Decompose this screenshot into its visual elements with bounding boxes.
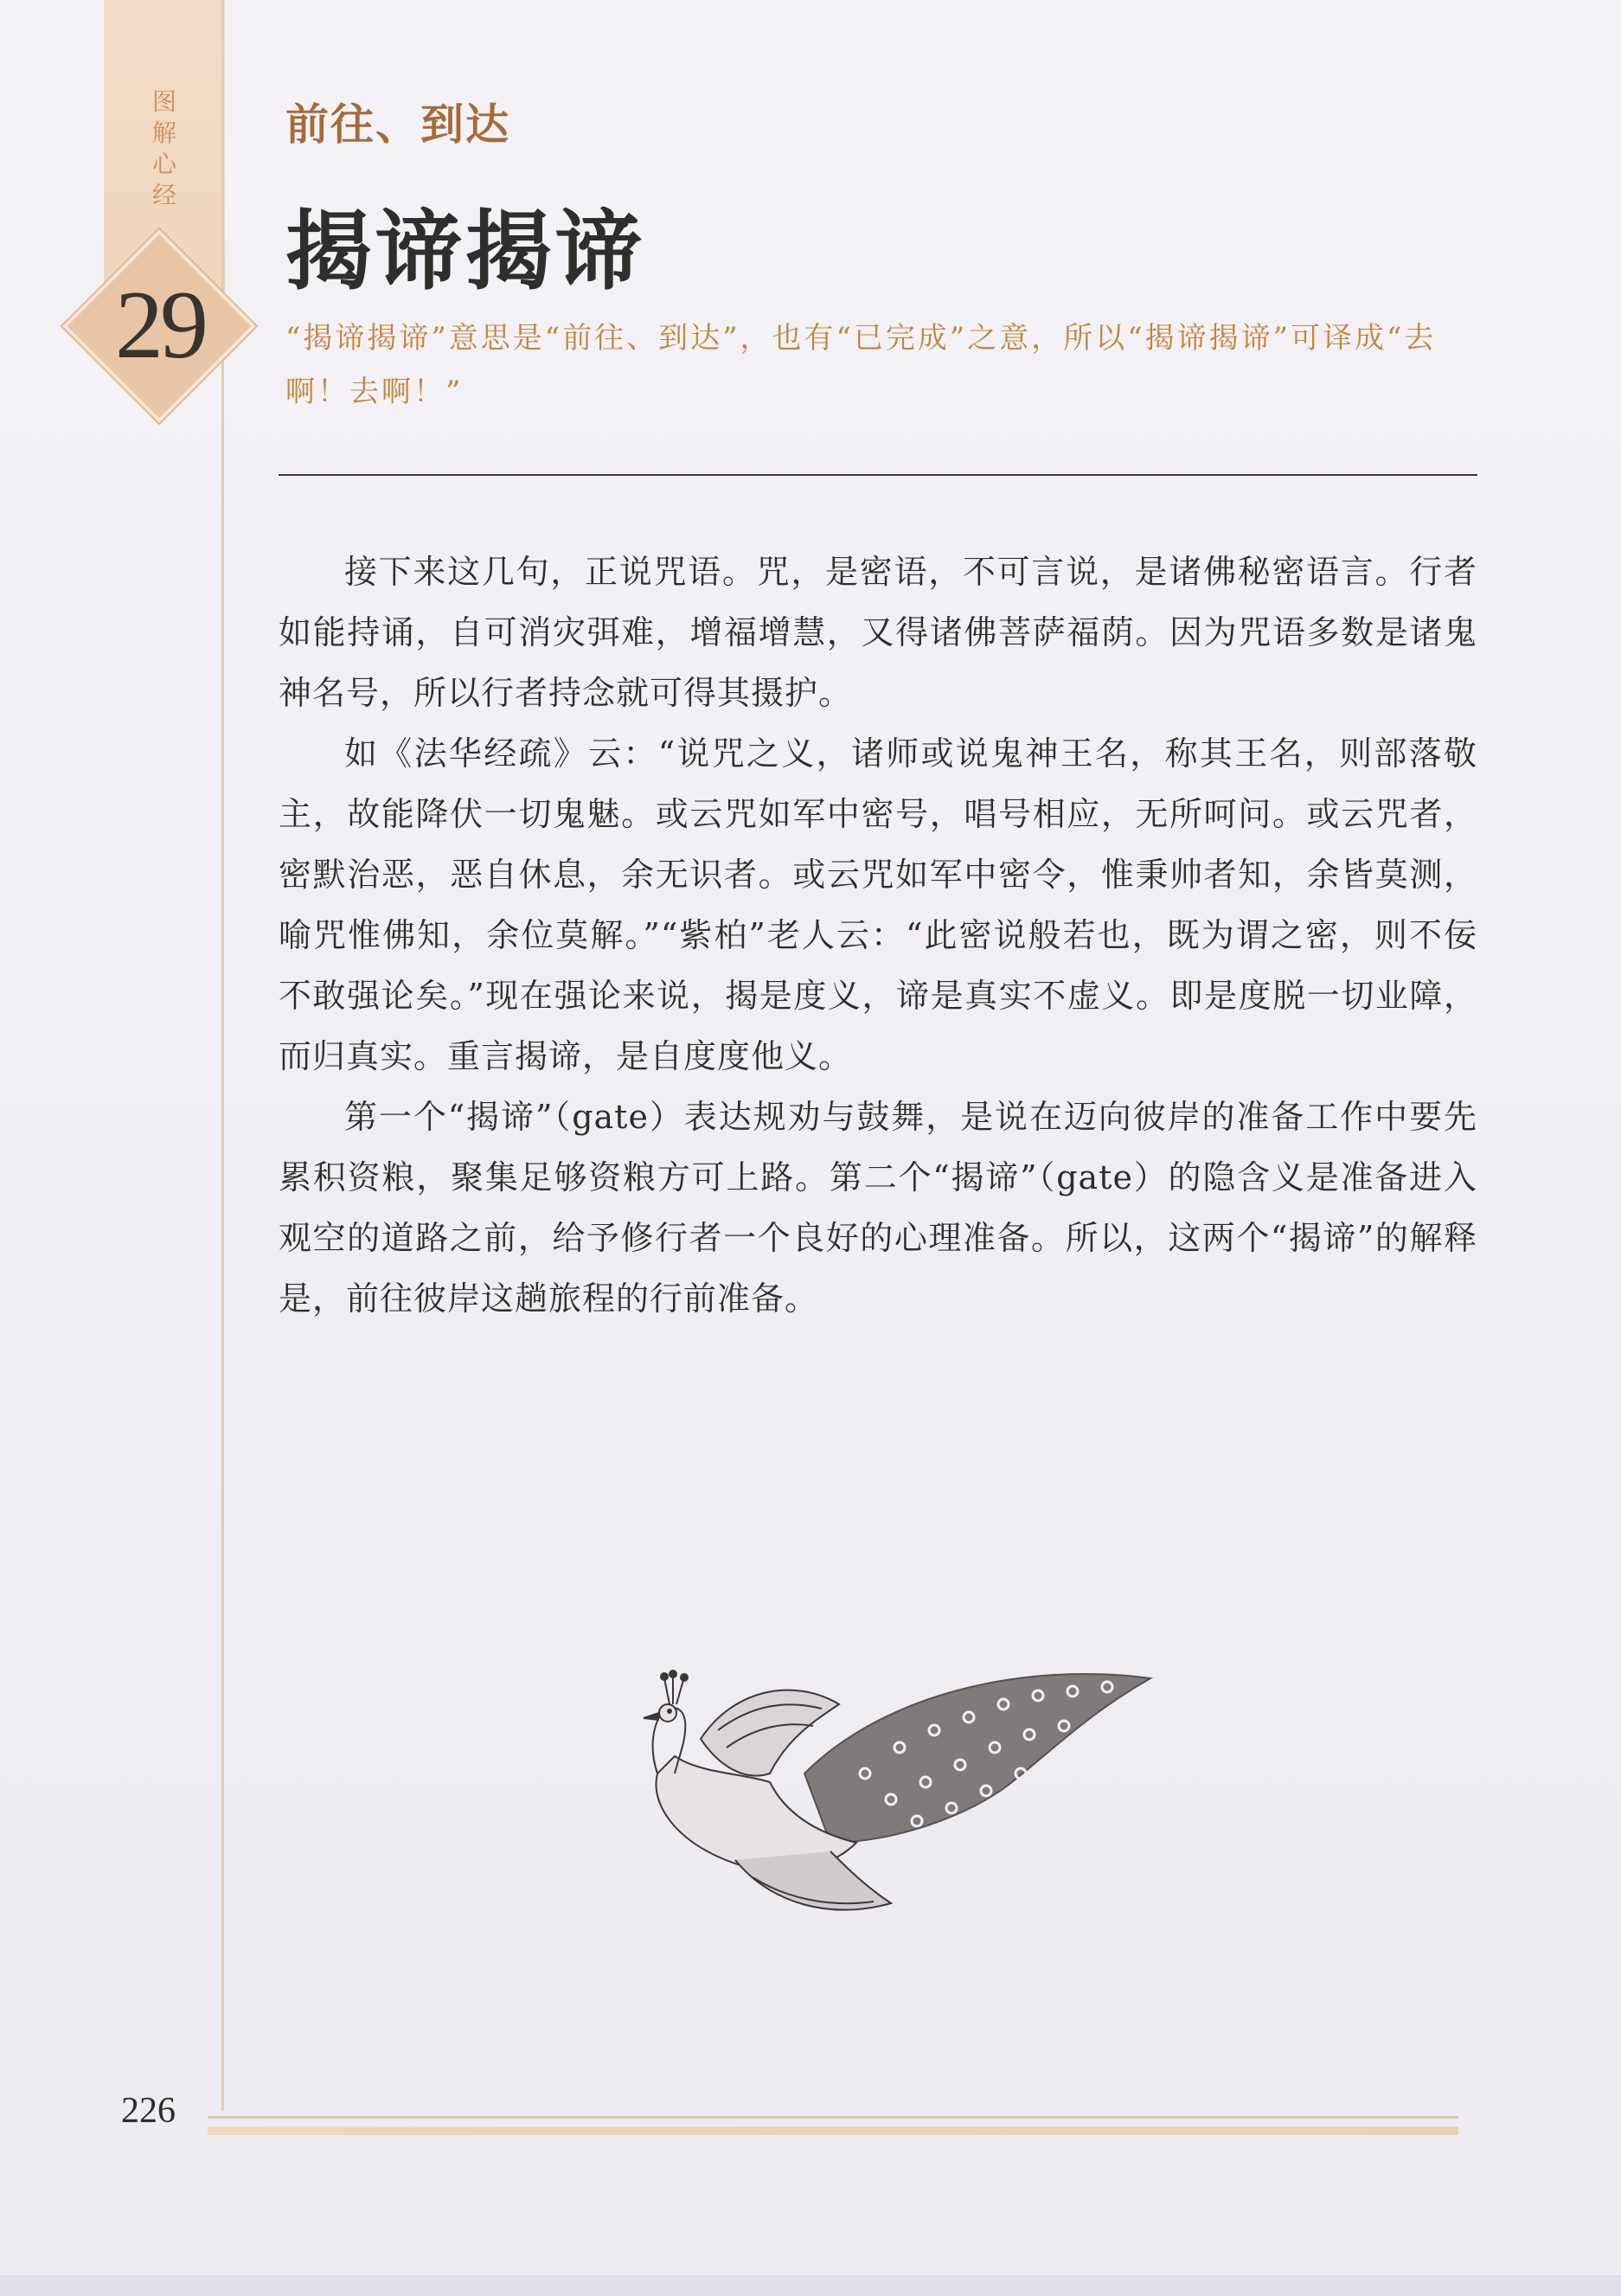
body-paragraph: 接下来这几句，正说咒语。咒，是密语，不可言说，是诸佛秘密语言。行者如能持诵，自可消灾弭难，增福增慧，又得诸佛菩萨福荫。因为咒语多数是诸鬼神名号，所以行者持念就可得其摄护。	[279, 553, 1477, 712]
section-summary: “揭谛揭谛”意思是“前往、到达”，也有“已完成”之意，所以“揭谛揭谛”可译成“去啊！去啊！”	[285, 321, 1437, 409]
page-number: 226	[121, 2091, 176, 2131]
body-text	[279, 542, 1477, 1329]
page-bottom-edge	[0, 2275, 1621, 2296]
body-paragraph: 如《法华经疏》云：“说咒之义，诸师或说鬼神王名，称其王名，则部落敬主，故能降伏一切鬼魅。或云咒如军中密号，唱号相应，无所呵问。或云咒者，密默治恶，恶自休息，余无识者。或云咒如军中密令，惟秉帅者知，余皆莫测，喻咒惟佛知，余位莫解。”“紫柏”老人云：“此密说般若也，既为谓之密，则不佞不敢强论矣。”现在强论来说，揭是度义，谛是真实不虚义。即是度脱一切业障，而归真实。重言揭谛，是自度度他义。	[279, 734, 1477, 1075]
chapter-number: 29	[115, 272, 205, 379]
title-divider	[279, 474, 1477, 476]
series-label	[145, 87, 183, 211]
section-kicker: 前往、到达	[285, 99, 510, 150]
peacock-illustration	[605, 1644, 1159, 1938]
page-title: 揭谛揭谛	[285, 200, 645, 302]
body-paragraph: 第一个“揭谛”（gate）表达规劝与鼓舞，是说在迈向彼岸的准备工作中要先累积资粮，聚集足够资粮方可上路。第二个“揭谛”（gate）的隐含义是准备进入观空的道路之前，给予修行者一个良好的心理准备。所以，这两个“揭谛”的解释是，前往彼岸这趟旅程的行前准备。	[279, 1098, 1477, 1318]
series-char: 解	[151, 119, 176, 147]
footer-band	[208, 2126, 1458, 2135]
series-char: 经	[151, 181, 176, 209]
series-char: 图	[151, 87, 176, 116]
series-char: 心	[151, 150, 176, 178]
footer-rule	[208, 2116, 1458, 2119]
